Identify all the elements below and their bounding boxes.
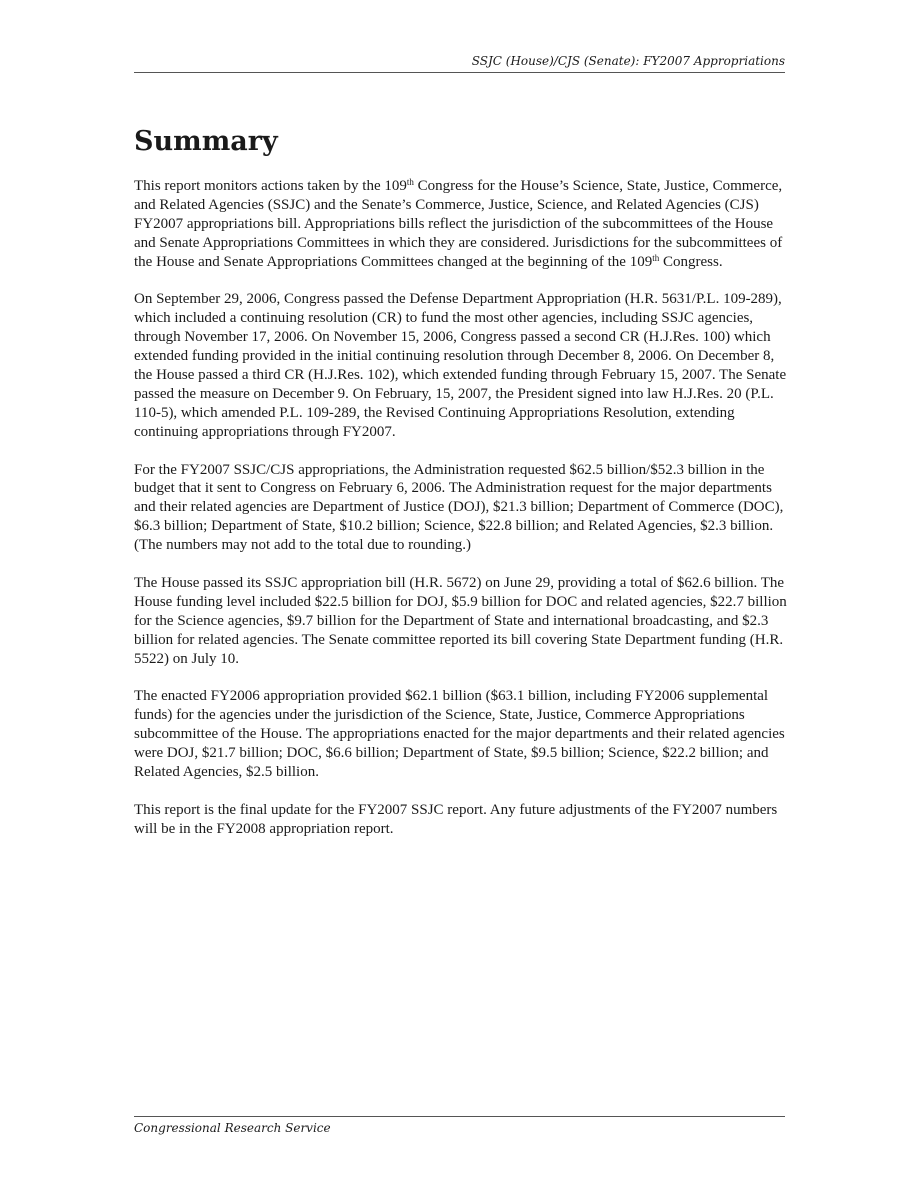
running-header: SSJC (House)/CJS (Senate): FY2007 Appropriations <box>471 54 785 68</box>
ordinal-suffix: th <box>652 252 660 263</box>
page-title: Summary <box>134 126 278 157</box>
paragraph-intro <box>134 177 789 272</box>
paragraph-continuing-resolutions: On September 29, 2006, Congress passed the Defense Department Appropriation (H.R. 5631/P.L. 109-289), which included a continuing resolution (CR) to fund the most other agencies, including SSJC agencies, through November 17, 2006. On November 15, 2006, Congress passed a second CR (H.J.Res. 100) which extended funding provided in the initial continuing resolution through December 8, 2006. On December 8, the House passed a third CR (H.J.Res. 102), which extended funding through February 15, 2007. The Senate passed the measure on December 9. On February, 15, 2007, the President signed into law H.J.Res. 20 (P.L. 110-5), which amended P.L. 109-289, the Revised Continuing Appropriations Resolution, extending continuing appropriations through FY2007. <box>134 291 787 440</box>
header-divider <box>134 72 785 73</box>
summary-body <box>134 177 789 858</box>
paragraph-fy2006-enacted: The enacted FY2006 appropriation provided $62.1 billion ($63.1 billion, including FY2006 supplemental funds) for the agencies under the jurisdiction of the Science, State, Justice, Commerce Appropriations subcommittee of the House. The appropriations enacted for the major departments and their related agencies were DOJ, $21.7 billion; DOC, $6.6 billion; Department of State, $9.5 billion; Science, $22.2 billion; and Related Agencies, $2.5 billion. <box>134 688 785 781</box>
footer-divider <box>134 1116 785 1117</box>
paragraph-intro-part-a: This report monitors actions taken by the 109 <box>134 178 407 194</box>
paragraph-final-update: This report is the final update for the FY2007 SSJC report. Any future adjustments of the FY2007 numbers will be in the FY2008 appropriation report. <box>134 801 778 837</box>
paragraph-house-bill: The House passed its SSJC appropriation bill (H.R. 5672) on June 29, providing a total of $62.6 billion. The House funding level included $22.5 billion for DOJ, $5.9 billion for DOC and related agencies, $22.7 billion for the Science agencies, $9.7 billion for the Department of State and international broadcasting, and $2.3 billion for related agencies. The Senate committee reported its bill covering State Department funding (H.R. 5522) on July 10. <box>134 574 787 667</box>
paragraph-administration-request: For the FY2007 SSJC/CJS appropriations, the Administration requested $62.5 billion/$52.3 billion in the budget that it sent to Congress on February 6, 2006. The Administration request for the major departments and their related agencies are Department of Justice (DOJ), $21.3 billion; Department of Commerce (DOC), $6.3 billion; Department of State, $10.2 billion; Science, $22.8 billion; and Related Agencies, $2.3 billion. (The numbers may not add to the total due to rounding.) <box>134 461 784 554</box>
ordinal-suffix: th <box>406 177 414 187</box>
paragraph-intro-part-b: Congress for the House’s Science, State, Justice, Commerce, and Related Agencies (SSJC) and the Senate’s Commerce, Justice, Science, and Related Agencies (CJS) FY2007 appropriations bill. Appropriations bills reflect the jurisdiction of the subcommittees of the House and Senate Appropriations Committees in which they are considered. Jurisdictions for the subcommittees of the House and Senate Appropriations Committees changed at the beginning of the 109 <box>134 178 783 270</box>
footer-publisher: Congressional Research Service <box>134 1121 331 1135</box>
paragraph-intro-part-c: Congress. <box>659 253 723 270</box>
